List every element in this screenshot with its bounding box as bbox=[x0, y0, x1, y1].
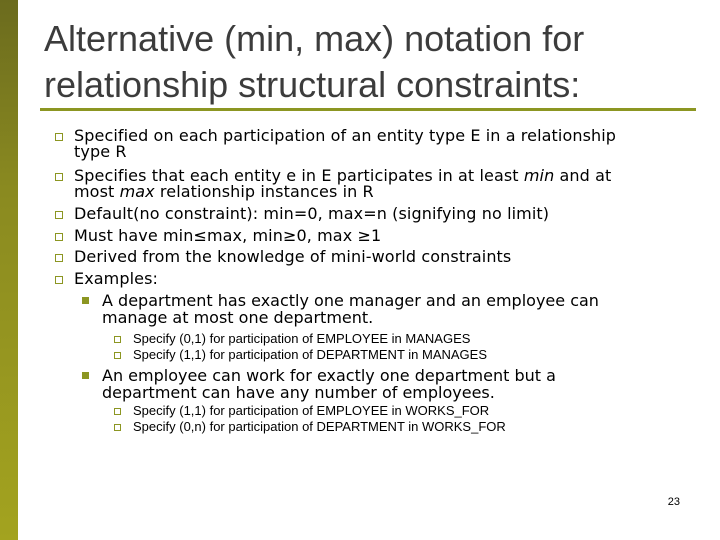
example-2-text bbox=[102, 367, 556, 401]
hollow-square-bullet-icon bbox=[114, 424, 121, 431]
hollow-square-bullet-icon bbox=[55, 276, 63, 284]
bullet-1-line-2: type R bbox=[74, 142, 127, 161]
example-1-sub-1: Specify (0,1) for participation of EMPLOYEE in MANAGES bbox=[133, 331, 471, 346]
hollow-square-bullet-icon bbox=[114, 408, 121, 415]
example-2-line-1: An employee can work for exactly one department but a bbox=[102, 366, 556, 385]
hollow-square-bullet-icon bbox=[55, 233, 63, 241]
bullet-4-text: Must have min≤max, min≥0, max ≥1 bbox=[74, 226, 382, 245]
example-1-text bbox=[102, 292, 599, 326]
title-line-1: Alternative (min, max) notation for bbox=[44, 18, 585, 59]
hollow-square-bullet-icon bbox=[55, 133, 63, 141]
filled-square-bullet-icon bbox=[82, 297, 89, 304]
example-2-sub-2: Specify (0,n) for participation of DEPARTMENT in WORKS_FOR bbox=[133, 419, 506, 434]
hollow-square-bullet-icon bbox=[55, 173, 63, 181]
example-2-line-2: department can have any number of employees. bbox=[102, 383, 495, 402]
example-1-line-2: manage at most one department. bbox=[102, 308, 374, 327]
hollow-square-bullet-icon bbox=[114, 352, 121, 359]
bullet-3-text: Default(no constraint): min=0, max=n (signifying no limit) bbox=[74, 204, 550, 223]
title-line-2: relationship structural constraints: bbox=[44, 64, 581, 105]
bullet-1-line-1: Specified on each participation of an entity type E in a relationship bbox=[74, 126, 617, 145]
filled-square-bullet-icon bbox=[82, 372, 89, 379]
hollow-square-bullet-icon bbox=[55, 254, 63, 262]
example-1-line-1: A department has exactly one manager and an employee can bbox=[102, 291, 599, 310]
hollow-square-bullet-icon bbox=[114, 336, 121, 343]
bullet-6-text: Examples: bbox=[74, 269, 159, 288]
page-number: 23 bbox=[667, 496, 680, 508]
bullet-5-text: Derived from the knowledge of mini-world constraints bbox=[74, 247, 512, 266]
bullet-2-line-1: Specifies that each entity e in E participates in at least min and at bbox=[74, 166, 612, 185]
bullet-1-text bbox=[74, 128, 616, 160]
example-2-sub-1: Specify (1,1) for participation of EMPLOYEE in WORKS_FOR bbox=[133, 403, 490, 418]
bullet-2-line-2: most max relationship instances in R bbox=[74, 182, 374, 201]
hollow-square-bullet-icon bbox=[55, 211, 63, 219]
example-1-sub-2: Specify (1,1) for participation of DEPARTMENT in MANAGES bbox=[133, 347, 488, 362]
bullet-2-text bbox=[74, 168, 611, 200]
